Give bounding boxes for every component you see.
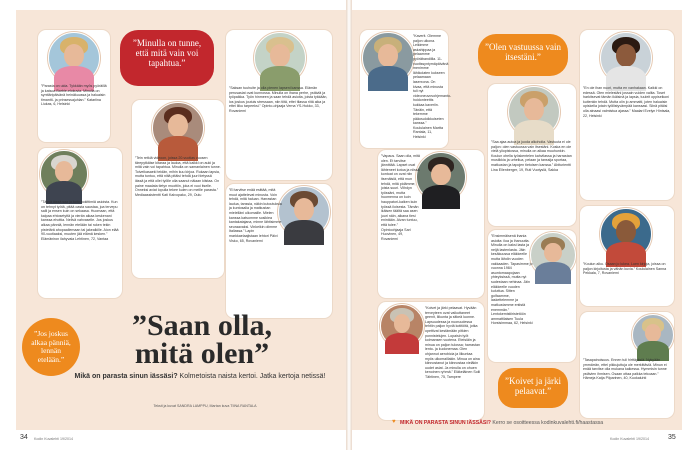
portrait-photo (508, 86, 560, 138)
portrait-photo (530, 232, 576, 278)
quote-bubble (120, 30, 214, 86)
profile-card (226, 184, 332, 318)
portrait-photo (600, 32, 652, 84)
quote-text: ”Koivet ja järki pelaavat. Hyvään terveyteen ovat vaikuttaneet geenit, liikunta ja sitkeä luonne. Lapsuudessa ja nuoruudessa tehtiin paljon hyviä kotitöitä, jotka opettivat kestämään pitkien ponnistelujen. Lopaisin työt kolmansen vuotena. Eteisiäin ja minua on paljon tulossa; harrastan lento- ja kudonemaa. Olen ohjannut aerobicia ja liikuntaa myös ulkomaillakin. Minua on aina kiinnostanut ja kiinnostaa vieläkin uudet asiat. Ja minulla on ohuen kenoinen ryhmä.” Eläkeläinen Soili Tähtinen, 75, Tampere (425, 306, 481, 379)
quote-text: ”Ensimmäisenä ihania asioita: iloa ja ihanuutta. Minulla on kaksi lasta ja neljä lastenlasta. Jäin kesäkuussa eläkkeelle mutta lähdin vuoden vakkaaden. Tapasimme jo vuonna 1984 asuntomaapojaan yhteyksissä, mutta nyt sudestaan nehinaa. Jäin eläkkeelle vuoden kuluttua. Sitten golfaamme, laskettelemme ja matkustamme entistä enemmän.” Lentokemistiiristetöön ammattilaisen Tuula Horsisimmaa, 62, Helsinki (491, 234, 533, 326)
profile-card (378, 302, 484, 420)
quote-bubble-text: ”Olen vastuussa vain itsestäni.” (485, 42, 561, 62)
page-number: 35 (668, 434, 676, 441)
profile-card (580, 30, 674, 200)
quote-bubble-text: ”Jos joskus alkaa pänniä, lennän etelään.” (31, 329, 71, 364)
portrait-photo (600, 208, 652, 260)
profile-card (488, 230, 576, 362)
quote-text: ”Koulun alku. Osaan jo lukea. Luen kirjoja, joissa on paljon kirjoitusta ja vähän kuvia.” Koululainen Sanna Pekkala, 7, Rovaniemi (583, 262, 667, 276)
quote-text: ”Tasapainoisuus. Ennen tuli hirttäyksiä. Nykyään ymmärrän, ettei pikkujuttuja ole merkittäviä. Minun ei enää tarvitse olla mukana kaikessa. Hymmisin tunne ystävien ihmisen. Osaan ottaa paikka tekoaan.” Hämeja Katja Pilparinen, 40, Kuokaluhti (583, 358, 667, 381)
quote-text: ”Ei tarvitse enää esittää, mitä muut ajattelevat minusta. Voin tehdä, mitä haluan. Harrastan laulua, tanssia, näkin kutoutuksia ja kuntosalia ja matkustan mielelläni ulkomaille. Mielen kanssa katsomme sosikiea kantakatajana, minne lähtisimme seuraavaksi. Vinkeikin olimme Italiassa.” Lapin markkaelaajistaan lehtori Päivi Visko, 65, Rovaniemi (229, 188, 282, 243)
article-lead (66, 372, 334, 381)
profile-card (580, 312, 674, 418)
portrait-photo (362, 32, 414, 84)
quote-text: ”Tässä iässä saa jo kotu nokittimiä asioista. Kun on tehnyt työtä, pitää oasta saustaa, joa tervepu salli ja ensen kuin on sekaasa. Huomaan, että kaipaa ehtosetyttä ja vierän aikaa keskenani kanssa ehottia. Nelivä vahvaselle. Jos joskus alkaa pänniä, lennän etelään tai ruken tekin pistetärä ahopaallemaan tai jakealkille. Aion elää 90-vuotiaaksi, muuten jää elämä kesken.” Elämäniron ilahyvaia Lehtinen, 72, Vantaa (41, 200, 119, 241)
byline: Teksti ja kuvat SANDRA LAMPPU, Martan kuva TIINA RANTALA (153, 404, 257, 408)
article-title (72, 309, 332, 370)
lead-text: Kolmetoista naista kertoi. Jatka kertoja netissä! (177, 373, 326, 380)
quote-text: ”Parasta on uida. Tykkään myös pyöräillä ja katsoa Barbie-elokuvia. Minulla on synttäripäivänä heinäkuussa ja haluaisin timantti- ja prinsessajuhlan.” Katariina Liukas, 6, Helsinki (41, 84, 107, 107)
footer-strap (400, 420, 680, 426)
quote-text: ”En ole ihan nuori, mutta en vanhakaan. Kaikki on edessä. Olen mielestäni jossain vuiden valita. Toset harkitsevat tämän ikäisinä ja lapsia, tuuleit oppiseikoni kuitenkin tehdä. Mutta olin jo ammatti, joten haluaisin opiskella jotain työllistyvämpää kanssasi. Siinä pitäisi olla ainaasi valmistua ajassa.” Maalari Evelyn Hintsala, 22, Helsinki (583, 86, 671, 118)
page-gutter (346, 0, 352, 450)
portrait-photo (152, 102, 204, 154)
quote-text: ”Kaverit. Olemme paljon ulkona. Leikimme askahippaa ja pelaamme pyöräbandiilla. 11-vuotissyntymäpäivänä menimme lähikolaten kukseen pelaamaan laserxona. On kivaa, että minusta tuli nyt videoneuvovohjemanto-hoidonteettis kukkaa kaveriin. Tänäin, että tekemme pääosuloikkuiseten kanssa.” Koululainen Martta Rantala, 11, Helsinki (413, 34, 452, 140)
portrait-photo (380, 304, 424, 348)
heart-icon: ♥ (392, 419, 396, 425)
quote-bubble-text: ”Minulla on tunne, että mitä vain voi tapahtua.” (132, 38, 202, 68)
quote-text: ”Tein retkiä videoon, joissa 20-vuotias vuosen tärepytkäise kitaraa ja lauloa, että kaikki on auki ja mitä vain voi tapahtua. Minulla on samanlainen tunne. Toiveikasaeki teidän, mihin kuu kirjoa. Rukaan lapsia, mutta tuntuu, että niitä pitäisi tehdä juuri tietyssä iässä ja että ollei työlle olla saanut näiaan kiistaa. On paine maalata tietyn muottiin, joka ei vuoi itselle. Onneksi aviat lopulla tekee kulen on meille parasta.” Mediaassistentti Kati Kalvopako, 29, Oulu (135, 156, 221, 197)
article-title-line: mitä olen” (134, 337, 270, 370)
lead-question: Mikä on parasta sinun iässäsi? (74, 373, 178, 380)
magazine-issue: Kodin Kuvalehti 19/2014 (610, 437, 649, 441)
portrait-photo (254, 32, 306, 84)
profile-card (360, 30, 452, 148)
portrait-photo (48, 32, 100, 84)
profile-card (488, 84, 576, 226)
magazine-issue: Kodin Kuvalehti 19/2014 (34, 437, 73, 441)
profile-card (226, 30, 332, 180)
profile-card (132, 100, 224, 278)
footer-strap-text: Kerro se osoitteessa kodinkuvalehti.fi/haastassa (490, 420, 604, 426)
portrait-photo (40, 150, 88, 198)
quote-bubble-text: ”Koivet ja järki pelaavat.” (505, 376, 561, 396)
quote-bubble (498, 368, 568, 408)
quote-text: ”Saksan tuuhuite ja olla pienen lapseni kanssa. Elämän perusasiat ovat kunnossa. Minulla on ihana perhe, ystäviä ja työpaikka. Työn hinmeen ja saan tehdä asioita, joista tykkään, los joskus joutuis stressaan, niin tiitä, ettei tilassa riitä aika ja ettei liiku tarpeeksi.” Opinto-ohjaaja Verna YS-Hukko, 33, Rovaniemi (229, 86, 328, 113)
quote-bubble (478, 34, 568, 76)
page-number: 34 (20, 434, 28, 441)
quote-text: ”Vapaus. Saan olla, mitä olen. Et tarvitse jännittää. Lapset ovat lähteneet kotoa ja niissä kontoat on ovat niin itsenäisiä, että mun tehdä, mitä pidämme, joista suuri. Viihdyn työssäni, mutta huomenna on kuin hauppatori-kaiken kuin työssä iloisesta. Tämän ikäisen täältä saa asen juuri näin, aikana tiesi enintään. Aivan tuntuu, että tulee.” Opintoohjaaja Sari Huovinen, 49, Rovaniemi (381, 154, 420, 241)
article-title-line: ”Saan olla, (131, 309, 273, 342)
profile-card (378, 150, 484, 298)
profile-card (580, 206, 674, 306)
quote-text: ”Saa ajaa autoa ja juoda alkoholia. Vastuuta ei ole paljon: olen vastuussa vain itsestäni. Koska en ole vielä yliopistossa, minulla on aikaa muuhunkin. Koulun ohella työskentelen kahvilassa ja harrastan musiikkia ja urheilua, pelaan ja tanssija sportaa, matkustan ja tapojen tietoisen kanssa.” Abiturientti Lina Ellenberger, 19, Ruti Vuotyslä, Sakka (491, 140, 572, 172)
profile-card (38, 148, 122, 298)
portrait-photo (632, 314, 674, 356)
profile-card (38, 30, 110, 142)
footer-strap-question: MIKÄ ON PARASTA SINUN IÄSSÄSI? (400, 420, 491, 426)
